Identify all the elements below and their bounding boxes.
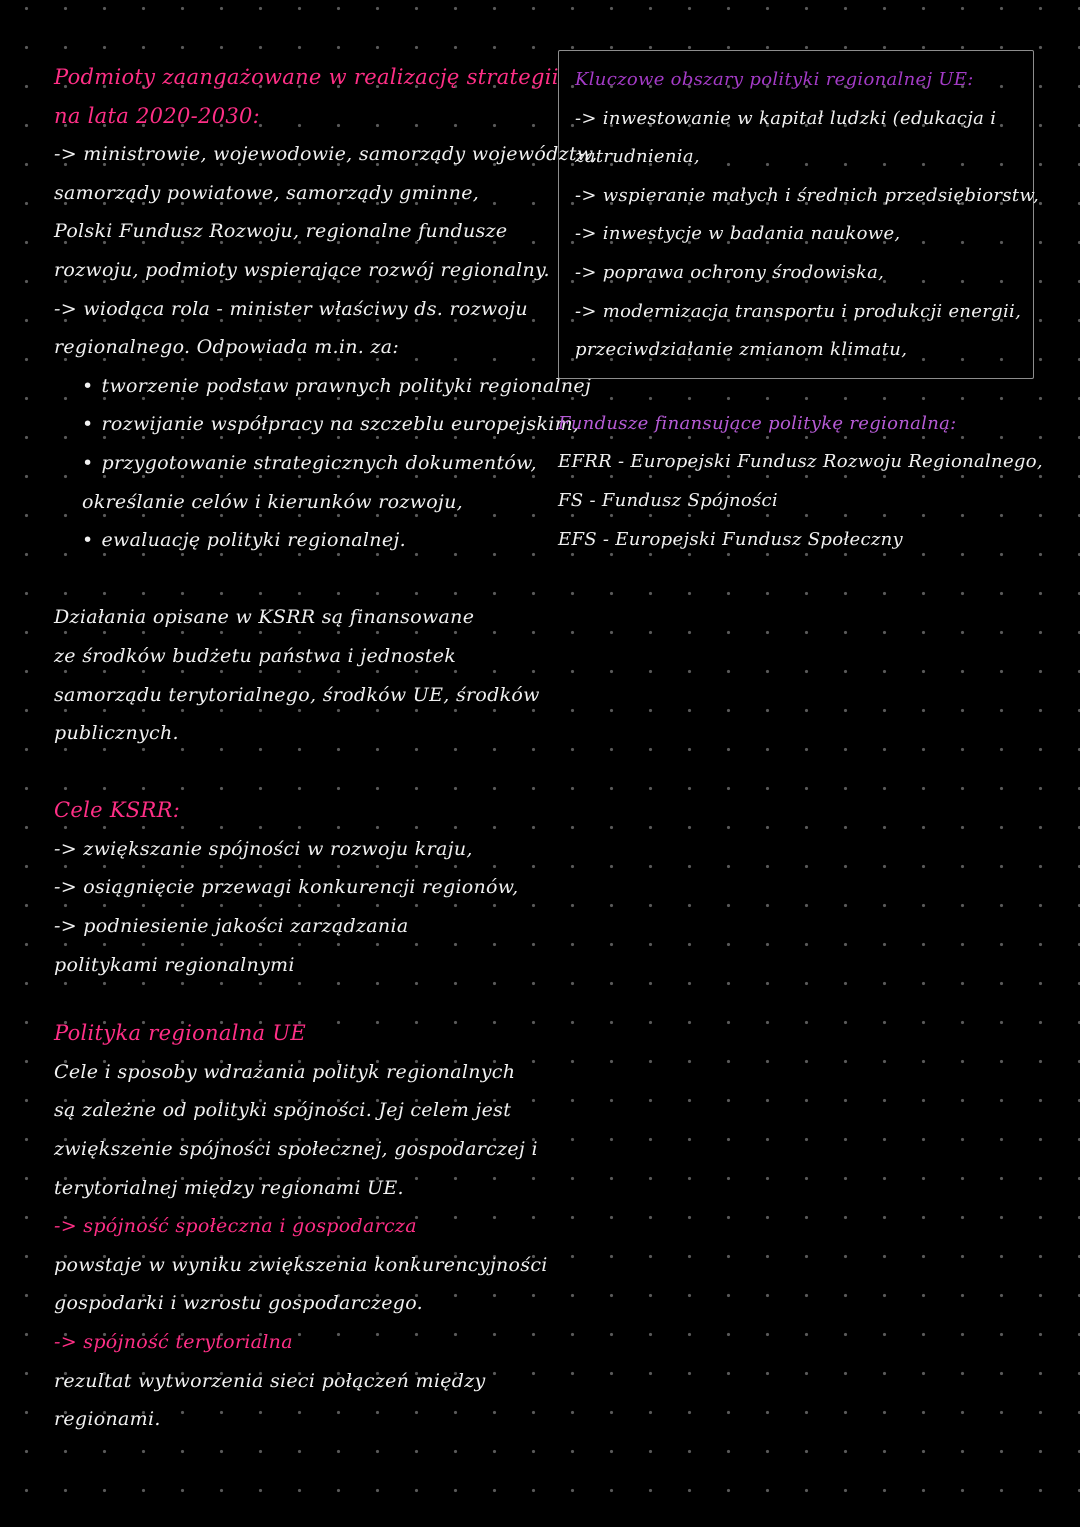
ksrr-goals-section xyxy=(54,791,544,984)
text-line: ze środków budżetu państwa i jednostek xyxy=(54,644,457,667)
text-line: Działania opisane w KSRR są finansowane xyxy=(54,606,475,629)
text-line: samorządu terytorialnego, środków UE, środków xyxy=(54,683,540,706)
text-line: zwiększenie spójności społecznej, gospodarczej i xyxy=(54,1138,538,1161)
funds-title: Fundusze finansujące politykę regionalną: xyxy=(558,412,957,434)
text-line: -> poprawa ochrony środowiska, xyxy=(575,261,885,283)
bullet-item: • rozwijanie współpracy na szczeblu europejskim, xyxy=(54,405,544,444)
text-line: przeciwdziałanie zmianom klimatu, xyxy=(575,339,908,361)
text-line: -> podniesienie jakości zarządzania xyxy=(54,915,409,938)
text-line: -> ministrowie, wojewodowie, samorządy województw, xyxy=(54,143,598,166)
text-line: politykami regionalnymi xyxy=(54,953,295,976)
text-line: Polski Fundusz Rozwoju, regionalne fundusze xyxy=(54,220,508,243)
financing-section xyxy=(54,598,544,752)
text-line: -> osiągnięcie przewagi konkurencji regionów, xyxy=(54,876,519,899)
text-line: -> wspieranie małych i średnich przedsiębiorstw, xyxy=(575,184,1039,206)
text-line: są zależne od polityki spójności. Jej celem jest xyxy=(54,1099,512,1122)
text-line: gospodarki i wzrostu gospodarczego. xyxy=(54,1292,423,1315)
text-line: Cele i sposoby wdrażania polityk regionalnych xyxy=(54,1060,516,1083)
ksrr-goals-title: Cele KSRR: xyxy=(54,798,181,823)
participants-title-line-1: Podmioty zaangażowane w realizację strategii xyxy=(54,65,559,89)
text-line: powstaje w wyniku zwiększenia konkurencyjności xyxy=(54,1253,548,1276)
text-line: terytorialnej między regionami UE. xyxy=(54,1176,404,1199)
right-column xyxy=(558,50,1043,559)
eu-policy-section xyxy=(54,1014,548,1439)
fund-item: EFRR - Europejski Fundusz Rozwoju Regionalnego, xyxy=(558,451,1043,473)
text-line: regionami. xyxy=(54,1408,161,1431)
participants-title-line-2: na lata 2020-2030: xyxy=(54,103,261,128)
participants-section xyxy=(54,58,598,560)
fund-item: FS - Fundusz Spójności xyxy=(558,489,778,511)
bullet-continuation: określanie celów i kierunków rozwoju, xyxy=(82,490,463,513)
text-line: -> inwestycje w badania naukowe, xyxy=(575,223,901,245)
key-areas-box xyxy=(558,50,1039,379)
subheading-territorial: -> spójność terytorialna xyxy=(54,1331,293,1353)
text-line: -> modernizacja transportu i produkcji energii, xyxy=(575,300,1022,322)
text-line: regionalnego. Odpowiada m.in. za: xyxy=(54,336,400,359)
text-line: publicznych. xyxy=(54,722,179,745)
bullet-item: • tworzenie podstaw prawnych polityki regionalnej xyxy=(54,367,544,406)
text-line: samorządy powiatowe, samorządy gminne, xyxy=(54,181,480,204)
text-line: rozwoju, podmioty wspierające rozwój regionalny. xyxy=(54,258,550,281)
left-column xyxy=(54,58,598,1439)
text-line: -> inwestowanie w kapitał ludzki (edukacja i xyxy=(575,107,997,129)
fund-item: EFS - Europejski Fundusz Społeczny xyxy=(558,528,903,550)
eu-policy-title: Polityka regionalna UE xyxy=(54,1021,306,1046)
funds-section xyxy=(558,405,1043,559)
bullet-item: • przygotowanie strategicznych dokumentów, xyxy=(54,444,544,483)
bullet-item: • ewaluację polityki regionalnej. xyxy=(54,521,544,560)
text-line: -> wiodąca rola - minister właściwy ds. rozwoju xyxy=(54,297,528,320)
subheading-social-economic: -> spójność społeczna i gospodarcza xyxy=(54,1215,417,1238)
text-line: zatrudnienia, xyxy=(575,146,700,168)
text-line: rezultat wytworzenia sieci połączeń między xyxy=(54,1369,486,1392)
key-areas-title: Kluczowe obszary polityki regionalnej UE: xyxy=(575,69,974,90)
text-line: -> zwiększanie spójności w rozwoju kraju, xyxy=(54,837,473,860)
